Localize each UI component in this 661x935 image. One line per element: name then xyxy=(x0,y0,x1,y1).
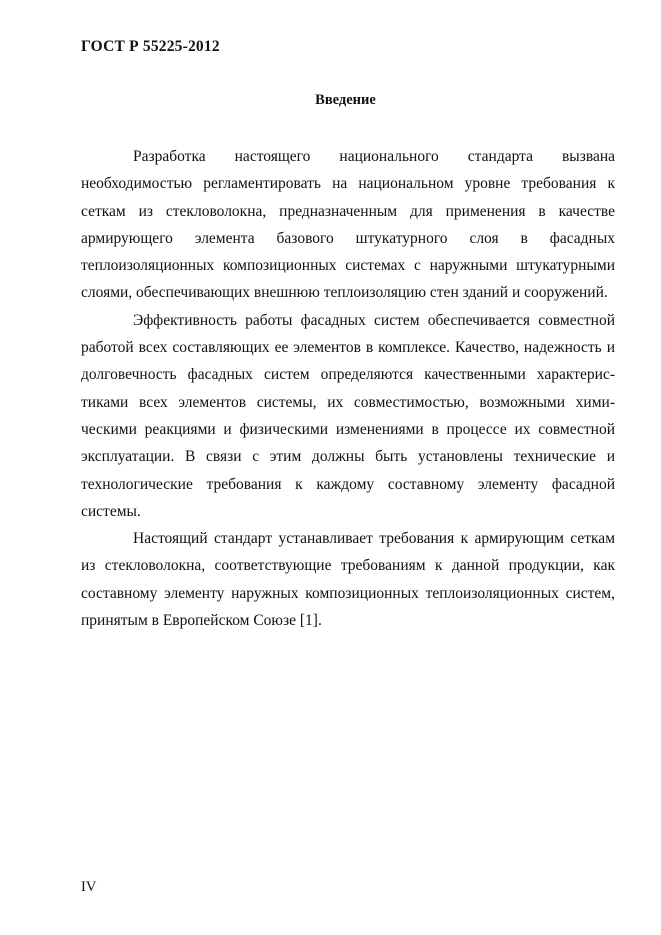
paragraph-1: Разработка настоящего национального стандарта вызвана необходимостью регламентировать на национальном уровне требования к сеткам из стекловолокна, предназначенным для применения в качестве армирующего элемента базового штукатурного слоя в фасадных теплоизоляционных композиционных системах с наружными штукатурными слоями, обеспечивающих внешнюю теплоизоляцию стен зданий и сооружений. xyxy=(81,148,615,302)
paragraph-2: Эффективность работы фасадных систем обеспечивается совместной работой всех составляющих ее элементов в комплексе. Качество, надежность и долговечность фасадных систем определяются качественными характеристиками всех элементов системы, их совместимостью, возможными химическими реакциями и физическими изменениями в процессе их совместной эксплуатации. В связи с этим должны быть установлены технические и технологические требования к каждому составному элементу фасадной системы. xyxy=(81,311,615,520)
section-title: Введение xyxy=(315,92,376,108)
page-number: IV xyxy=(81,879,97,895)
body-text xyxy=(81,143,615,634)
document-header-standard-code: ГОСТ Р 55225-2012 xyxy=(81,38,220,55)
paragraph-3: Настоящий стандарт устанавливает требования к армирующим сеткам из стекловолокна, соответствующие требованиям к данной продукции, как составному элементу наружных композиционных теплоизоляционных систем, принятым в Европейском Союзе [1]. xyxy=(81,530,615,630)
